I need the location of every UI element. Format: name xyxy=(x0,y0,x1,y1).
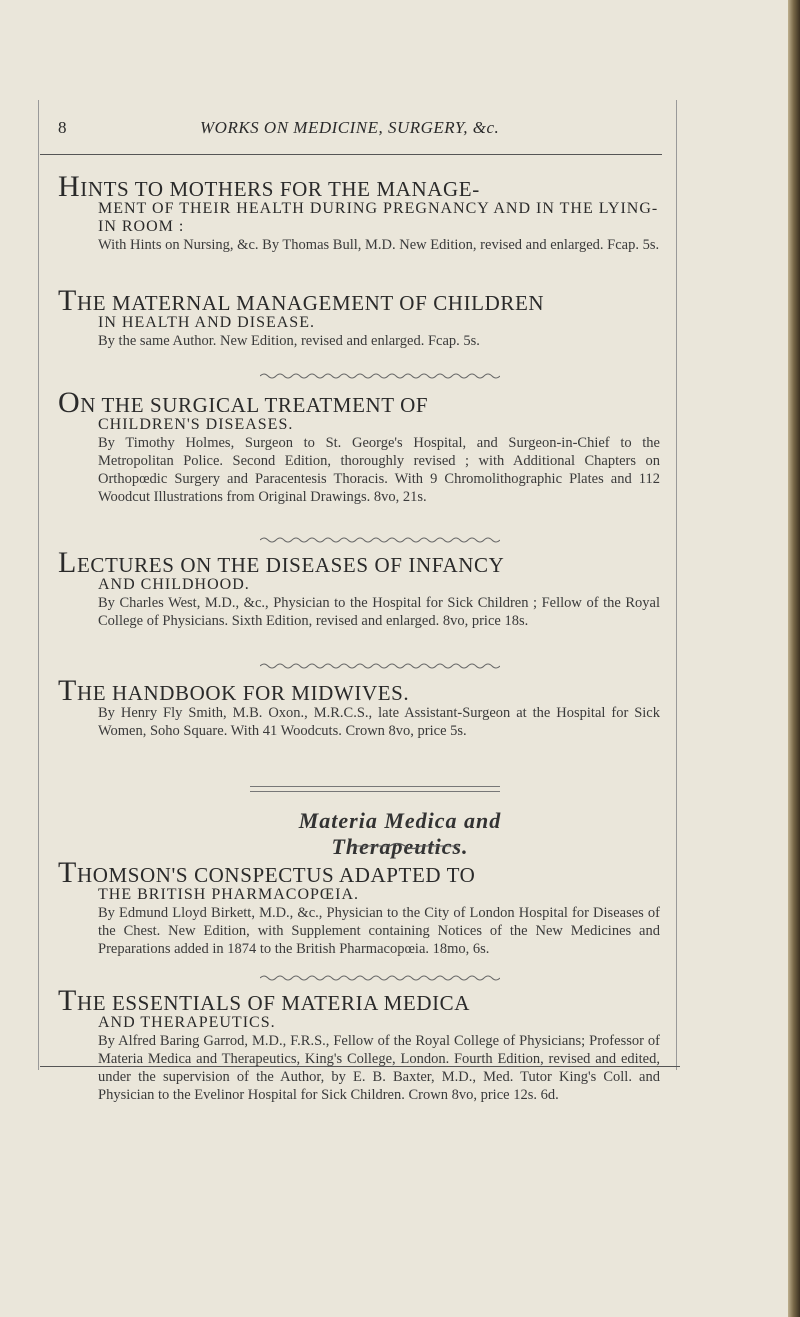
book-entry-handbook-midwives xyxy=(58,674,660,740)
drop-initial: O xyxy=(58,386,81,419)
drop-initial: T xyxy=(58,856,77,889)
entry-subtitle: AND CHILDHOOD. xyxy=(98,576,250,593)
section-heading: Materia Medica and Therapeutics. xyxy=(298,808,502,859)
book-entry-maternal-management xyxy=(58,284,660,350)
entry-title: HINTS TO MOTHERS FOR THE MANAGE- xyxy=(58,170,480,203)
entry-subtitle: THE BRITISH PHARMACOPŒIA. xyxy=(98,886,360,903)
wavy-divider xyxy=(260,536,500,544)
entry-title: THE HANDBOOK FOR MIDWIVES. xyxy=(58,674,410,707)
book-entry-essentials-materia-medica xyxy=(58,984,660,1104)
entry-description: With Hints on Nursing, &c. By Thomas Bull, M.D. New Edition, revised and enlarged. Fcap. 5s. xyxy=(98,237,660,253)
entry-description: By Alfred Baring Garrod, M.D., F.R.S., Fellow of the Royal College of Physicians; Professor of Materia Medica and Therapeutics, King's College, London. Fourth Edition, revised and edited, under the supervision of the Author, by E. B. Baxter, M.D., Med. Tutor King's Coll. and Physician to the Evelinor Hospital for Sick Children. Crown 8vo, price 12s. 6d. xyxy=(98,1033,660,1103)
ornament-flourish xyxy=(350,841,460,851)
wavy-divider xyxy=(260,974,500,982)
entry-description: By Edmund Lloyd Birkett, M.D., &c., Physician to the City of London Hospital for Diseases of the Chest. New Edition, with Supplement containing Notices of the New Medicines and Preparations added in 1874 to the British Pharmacopœia. 18mo, 6s. xyxy=(98,905,660,957)
drop-initial: T xyxy=(58,674,77,707)
entry-title: THE MATERNAL MANAGEMENT OF CHILDREN xyxy=(58,284,545,317)
book-entry-surgical-treatment xyxy=(58,386,660,506)
running-title: WORKS ON MEDICINE, SURGERY, &c. xyxy=(200,118,500,137)
page-number: 8 xyxy=(58,118,67,137)
drop-initial: L xyxy=(58,546,77,579)
book-entry-thomsons-conspectus xyxy=(58,856,660,958)
drop-initial: T xyxy=(58,284,77,317)
entry-title: THE ESSENTIALS OF MATERIA MEDICA xyxy=(58,984,471,1017)
wavy-divider xyxy=(260,372,500,380)
entry-subtitle: CHILDREN'S DISEASES. xyxy=(98,416,294,433)
footer-rule xyxy=(40,1066,680,1067)
wavy-divider xyxy=(260,662,500,670)
entry-title: ON THE SURGICAL TREATMENT OF xyxy=(58,386,429,419)
entry-title: THOMSON'S CONSPECTUS ADAPTED TO xyxy=(58,856,476,889)
left-border-line xyxy=(38,100,39,1070)
book-entry-hints-to-mothers xyxy=(58,170,660,254)
page-edge xyxy=(788,0,800,1317)
right-border-line xyxy=(676,100,677,1070)
book-entry-lectures-infancy xyxy=(58,546,660,630)
entry-subtitle: IN HEALTH AND DISEASE. xyxy=(98,314,315,331)
entry-description: By Timothy Holmes, Surgeon to St. George's Hospital, and Surgeon-in-Chief to the Metropolitan Police. Second Edition, thoroughly revised ; with Additional Chapters on Orthopœdic Surgery and Paracentesis Thoracis. With 9 Chromolithographic Plates and 112 Woodcut Illustrations from Original Drawings. 8vo, 21s. xyxy=(98,435,660,505)
entry-title: LECTURES ON THE DISEASES OF INFANCY xyxy=(58,546,505,579)
entry-description: By Henry Fly Smith, M.B. Oxon., M.R.C.S., late Assistant-Surgeon at the Hospital for Sick Women, Soho Square. With 41 Woodcuts. Crown 8vo, price 5s. xyxy=(98,705,660,739)
entry-description: By the same Author. New Edition, revised and enlarged. Fcap. 5s. xyxy=(98,333,480,349)
entry-subtitle: AND THERAPEUTICS. xyxy=(98,1014,276,1031)
running-header xyxy=(58,118,670,140)
entry-subtitle: MENT OF THEIR HEALTH DURING PREGNANCY AND IN THE LYING-IN ROOM : xyxy=(98,200,659,235)
drop-initial: T xyxy=(58,984,77,1017)
section-rule xyxy=(250,786,500,792)
drop-initial: H xyxy=(58,170,81,203)
header-rule xyxy=(40,154,662,155)
entry-description: By Charles West, M.D., &c., Physician to the Hospital for Sick Children ; Fellow of the Royal College of Physicians. Sixth Edition, revised and enlarged. 8vo, price 18s. xyxy=(98,595,660,629)
